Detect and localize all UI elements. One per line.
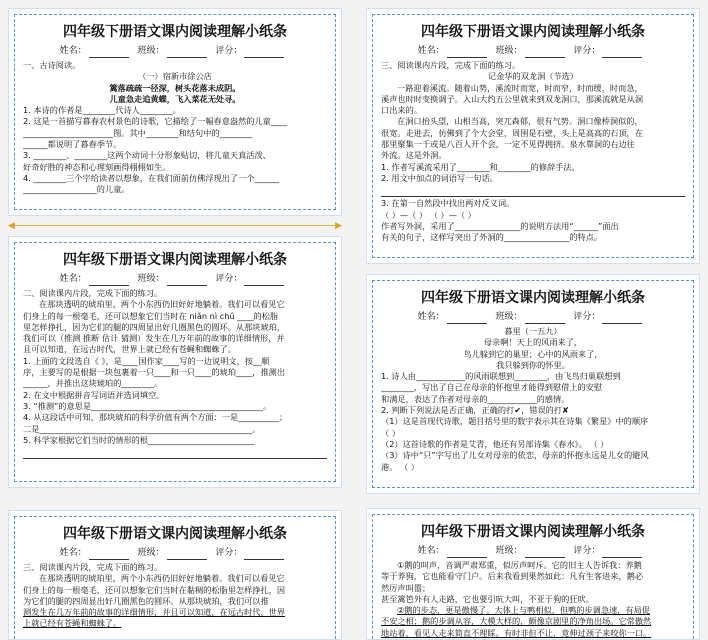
worksheet-card-5 (366, 274, 700, 494)
text-line: 3. ________、________这两个动词十分形象贴切，将儿童天真活泼、 (23, 150, 271, 161)
text-line: ________，写出了自己在母亲的怀抱里才能得到慰借上的安慰 (381, 382, 603, 393)
text-line: 2. 这是一首描写暮春农村景色的诗歌，它描绘了一幅春意盎然的儿童____ (23, 116, 288, 127)
text-line: 和满足，表达了作者对母亲的____________的感情。 (381, 393, 570, 404)
class-blank[interactable] (525, 313, 565, 324)
card-body (23, 60, 327, 196)
text-line: 儿童急走追黄蝶，飞入菜花无处寻。 (109, 93, 241, 104)
header-fields (23, 45, 327, 58)
name-blank[interactable] (89, 47, 129, 58)
text-line: ______________________图。其中________和结句中的________ (23, 127, 253, 138)
text-line: 三、阅读课内片段，完成下面的练习。 (381, 60, 521, 70)
card-frame (372, 280, 694, 488)
text-line: 里怎样挣扎，因为它们的腿的四周显出好几圈黑色的圆环。从那块琥珀， (23, 321, 286, 332)
answer-line[interactable] (23, 447, 327, 459)
text-line: 口出来的。 (381, 105, 422, 116)
text-line: 测发生在几万年前的故事的详细情形，并且可以知道，在远古时代，世界 (23, 607, 286, 618)
name-label: 姓名： (417, 312, 445, 322)
text-line: 4. ________三个字给读者以想象，在我们面前仿佛浮现出了一个______ (23, 172, 280, 183)
text-line: 外流。这是外洞。 (381, 150, 447, 161)
text-line: 作者写外洞，采用了________________的说明方法用“______”面出 (381, 220, 619, 231)
card-body (23, 288, 327, 459)
text-line: 母亲啊！天上的风雨来了， (483, 337, 583, 348)
class-label: 班级： (137, 548, 165, 558)
card-title: 四年级下册语文课内阅读理解小纸条 (421, 24, 645, 40)
text-line: 我们可以（推测 推断 估计 猜测）发生在几万年前的故事的详细情形，并 (23, 333, 285, 344)
text-line: 那里聚集一千或是八百人开个会，一定不见得拥挤。泉水靠洞的右边往 (381, 139, 635, 150)
text-line: （ ）—（ ） （ ）—（ ） (381, 209, 476, 220)
text-line: 一路迎着溪流。随着山势，溪流时而宽，时而窄，时而缓，时而急， (397, 82, 643, 93)
header-fields (381, 311, 685, 324)
card-body (381, 60, 685, 243)
card-frame (372, 514, 694, 640)
class-blank[interactable] (167, 549, 207, 560)
name-blank[interactable] (447, 547, 487, 558)
text-line: 篱落疏疏一径深，树头花落未成阴。 (109, 82, 241, 93)
name-label: 姓名： (59, 46, 87, 56)
card-title: 四年级下册语文课内阅读理解小纸条 (63, 24, 287, 40)
class-blank[interactable] (167, 275, 207, 286)
text-line: ②鹅的步态，更是傲慢了。大体上与鸭相似，但鸭的步调急速，有局促 (397, 605, 650, 616)
class-label: 班级： (495, 312, 523, 322)
card-body (381, 560, 685, 639)
text-line: 好奇好胜的神态和心理刻画得栩栩如生。 (23, 161, 171, 172)
text-line: 2. 用文中加点的词语写一句话。 (381, 172, 498, 183)
text-line: （2）这首诗歌的作者是艾青，他还有另部诗集《春水》。 （ ） (381, 438, 609, 449)
text-line: 2. 判断下列说法是否正确，正确的打✔，错误的打✘ (381, 405, 569, 416)
score-blank[interactable] (602, 547, 642, 558)
card-frame (372, 14, 694, 258)
text-line: 有关的句子，这样写突出了外洞的________________的特点。 (381, 232, 603, 243)
text-line: 一、古诗阅读。 (23, 60, 81, 70)
score-label: 评分： (215, 46, 243, 56)
class-label: 班级： (137, 46, 165, 56)
text-line: 且可以知道，在远古时代，世界上就已经有苍蝇和蜘蛛了。 (23, 344, 236, 355)
name-blank[interactable] (89, 275, 129, 286)
name-label: 姓名： (59, 274, 87, 284)
card-frame (14, 242, 336, 482)
class-blank[interactable] (525, 547, 565, 558)
text-line: （ ） (381, 427, 400, 438)
score-blank[interactable] (244, 275, 284, 286)
text-line: 然厉声叫嚣； (381, 582, 431, 593)
card-title: 四年级下册语文课内阅读理解小纸条 (63, 252, 287, 268)
header-fields (23, 273, 327, 286)
arrow-left-icon: ◀ (8, 221, 15, 231)
text-line: 5. 科学家根据它们当时的情形的根__________________________ (23, 434, 255, 445)
card-title: 四年级下册语文课内阅读理解小纸条 (421, 290, 645, 306)
text-line: 暮里（一五九） (504, 326, 562, 336)
name-label: 姓名： (417, 46, 445, 56)
section-divider (8, 221, 342, 231)
text-line: ______，并推出这块琥珀的________。 (23, 378, 163, 389)
text-line: ______都说明了暮春季节。 (23, 139, 122, 150)
score-blank[interactable] (244, 47, 284, 58)
name-label: 姓名： (417, 546, 445, 556)
score-label: 评分： (215, 274, 243, 284)
text-line: 甚至篱笆外有人走路，它也要引吭大叫，不亚于狗的狂吠。 (381, 593, 594, 604)
text-line: 三、阅读课内片段，完成下面的练习。 (23, 562, 163, 572)
card-frame (14, 14, 336, 210)
card-title: 四年级下册语文课内阅读理解小纸条 (63, 526, 287, 542)
answer-line[interactable] (381, 185, 685, 197)
score-blank[interactable] (602, 313, 642, 324)
header-fields (23, 547, 327, 560)
text-line: 1. 上面的文段选自《 》，是____国作家____写的一边说明文，按__顺 (23, 355, 270, 366)
card-body (381, 326, 685, 473)
text-line: 们身上的每一根毫毛，还可以想象它们当时在 niǎn nì chǔ ____的松脂 (23, 310, 279, 321)
text-line: （1）这是首现代诗歌，题目括号里的数字表示其在诗集《繁星》中的顺序 (381, 416, 649, 427)
score-blank[interactable] (602, 47, 642, 58)
text-line: 上就已经有苍蝇和蜘蛛了。 (23, 618, 122, 629)
text-line: 二、阅读课内片段，完成下面的练习。 (23, 288, 163, 298)
text-line: 序，主要写的是根据一块包裹着一只____和一只____的琥珀____，推测出 (23, 367, 286, 378)
class-blank[interactable] (525, 47, 565, 58)
text-line: 二是____________________________________________________。 (23, 423, 261, 434)
text-line: 2. 在文中根据拼音写词语并选词填空。 (23, 389, 165, 400)
text-line: 等于养狗，它也能看守门户。后来我看到果然如此：凡有生客进来，鹅必 (381, 571, 644, 582)
text-line: 3. “推测”的意思是__________________________________________。 (23, 400, 272, 411)
score-label: 评分： (573, 312, 601, 322)
name-blank[interactable] (447, 313, 487, 324)
worksheet-card-1 (8, 8, 342, 216)
text-line: （3）诗中“只”字写出了儿女对母亲的依恋，母亲的怀抱永远是儿女的避风 (381, 450, 649, 461)
text-line: 记金华的双龙洞（节选） (487, 71, 579, 82)
score-label: 评分： (215, 548, 243, 558)
text-line: 很宽。走进去，仿佛到了个大会堂，周围是石壁，头上是高高的石顶，在 (381, 127, 644, 138)
text-line: 鸟儿躲到它的巢里；心中的风雨来了， (463, 348, 603, 359)
card-body (23, 562, 327, 630)
name-label: 姓名： (59, 548, 87, 558)
text-line: 为它们的腿的四周显出好几圈黑色的圆环。从那块琥珀，我们可以推 (23, 595, 269, 606)
text-line: ①鹅的叫声，音调严肃郑重，似厉声呵斥。它的旧主人告诉我：养鹅 (397, 560, 642, 570)
text-line: 港。 （ ） (381, 461, 419, 472)
class-blank[interactable] (167, 47, 207, 58)
card-frame (14, 516, 336, 640)
text-line: 1. 诗人由____________的风雨联想到________，由飞鸟归巢联想到 (381, 371, 621, 382)
text-line: 地站着，看见人走来简直不理睬。有时非但不让，竟伸过颈子来咬你一口。 (381, 627, 652, 638)
text-line: 们身上的每一根毫毛，还可以想象它们当时在黏稠的松脂里怎样挣扎，因 (23, 584, 286, 595)
text-line: 我只躲到你的怀里。 (496, 359, 570, 370)
class-label: 班级： (495, 46, 523, 56)
class-label: 班级： (495, 546, 523, 556)
score-blank[interactable] (244, 549, 284, 560)
score-label: 评分： (573, 46, 601, 56)
text-line: 不安之相；鹅的步调从容，大模大样的，颇像京剧里的净角出场。它常傲然 (381, 616, 652, 627)
name-blank[interactable] (89, 549, 129, 560)
text-line: 在洞口抬头望，山相当高，突兀森郁，很有气势。洞口像桥洞似的， (397, 116, 643, 127)
header-fields (381, 545, 685, 558)
name-blank[interactable] (447, 47, 487, 58)
header-fields (381, 45, 685, 58)
text-line: 溪声也时时变换调子。入山大约五公里就来到双龙洞口，那溪流就是从洞 (381, 93, 644, 104)
card-title: 四年级下册语文课内阅读理解小纸条 (421, 524, 645, 540)
divider-line (14, 225, 336, 226)
worksheet-card-3 (8, 510, 342, 640)
text-line: 4. 从这段话中可知，那块琥珀的科学价值有两个方面：一是__________； (23, 412, 288, 423)
arrow-right-icon: ▶ (335, 221, 342, 231)
class-label: 班级： (137, 274, 165, 284)
text-line: __________________的儿童。 (23, 184, 130, 195)
worksheet-card-6 (366, 508, 700, 640)
worksheet-card-4 (366, 8, 700, 264)
text-line: 1. 本诗的作者是________代诗人________。 (23, 105, 181, 116)
text-line: 1. 作者写溪流采用了________和________的修辞手法。 (381, 161, 580, 172)
text-line: 在那块透明的琥珀里，两个小东西仍旧好好地躺着。我们可以看见它 (39, 299, 285, 310)
score-label: 评分： (573, 546, 601, 556)
text-line: 在那块透明的琥珀里，两个小东西仍旧好好地躺着。我们可以看见它 (39, 573, 285, 584)
text-line: （一）宿新市徐公店 (138, 71, 212, 82)
text-line: 3. 在第一自然段中找出两对反义词。 (381, 198, 515, 209)
worksheet-card-2 (8, 236, 342, 488)
